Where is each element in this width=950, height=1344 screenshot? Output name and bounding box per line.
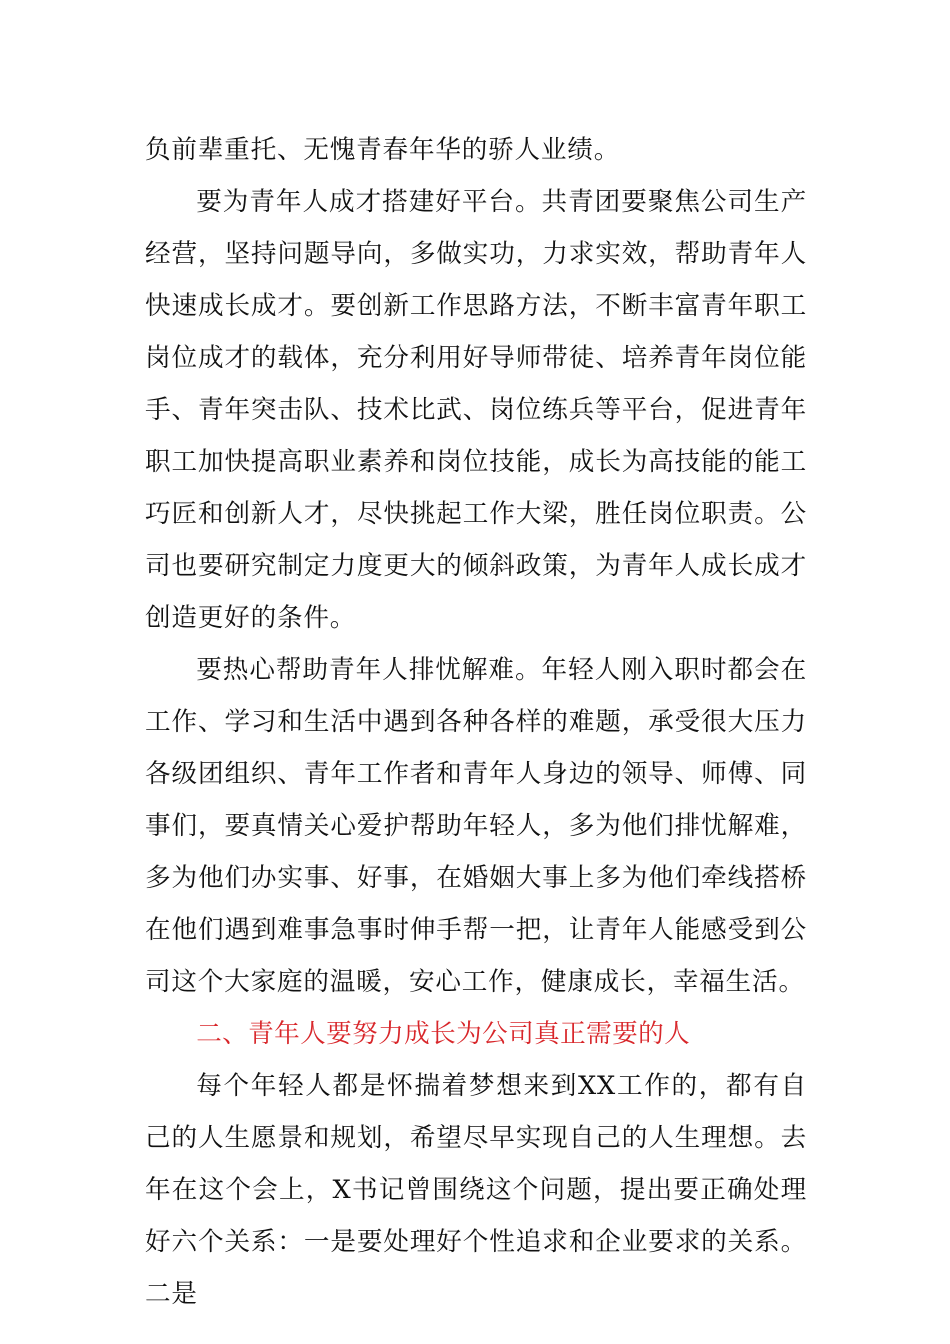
section-heading: 二、青年人要努力成长为公司真正需要的人 [196,1019,691,1049]
document-page [145,124,807,1320]
paragraph-platform: 要为青年人成才搭建好平台。共青团要聚焦公司生产经营，坚持问题导向，多做实功，力求实效，帮助青年人快速成长成才。要创新工作思路方法，不断丰富青年职工岗位成才的载体，充分利用好导师带徒、培养青年岗位能手、青年突击队、技术比武、岗位练兵等平台，促进青年职工加快提高职业素养和岗位技能，成长为高技能的能工巧匠和创新人才，尽快挑起工作大梁，胜任岗位职责。公司也要研究制定力度更大的倾斜政策，为青年人成长成才创造更好的条件。 [145,187,807,633]
paragraph-help-youth: 要热心帮助青年人排忧解难。年轻人刚入职时都会在工作、学习和生活中遇到各种各样的难题，承受很大压力各级团组织、青年工作者和青年人身边的领导、师傅、同事们，要真情关心爱护帮助年轻人，多为他们排忧解难，多为他们办实事、好事，在婚姻大事上多为他们牵线搭桥在他们遇到难事急事时伸手帮一把，让青年人能感受到公司这个大家庭的温暖，安心工作，健康成长，幸福生活。 [145,655,807,997]
paragraph-youth-dreams: 每个年轻人都是怀揣着梦想来到XX工作的，都有自己的人生愿景和规划，希望尽早实现自己的人生理想。去年在这个会上，X书记曾围绕这个问题，提出要正确处理好六个关系：一是要处理好个性追求和企业要求的关系。二是 [145,1071,807,1309]
paragraph-continuation: 负前辈重托、无愧青春年华的骄人业绩。 [145,135,621,165]
